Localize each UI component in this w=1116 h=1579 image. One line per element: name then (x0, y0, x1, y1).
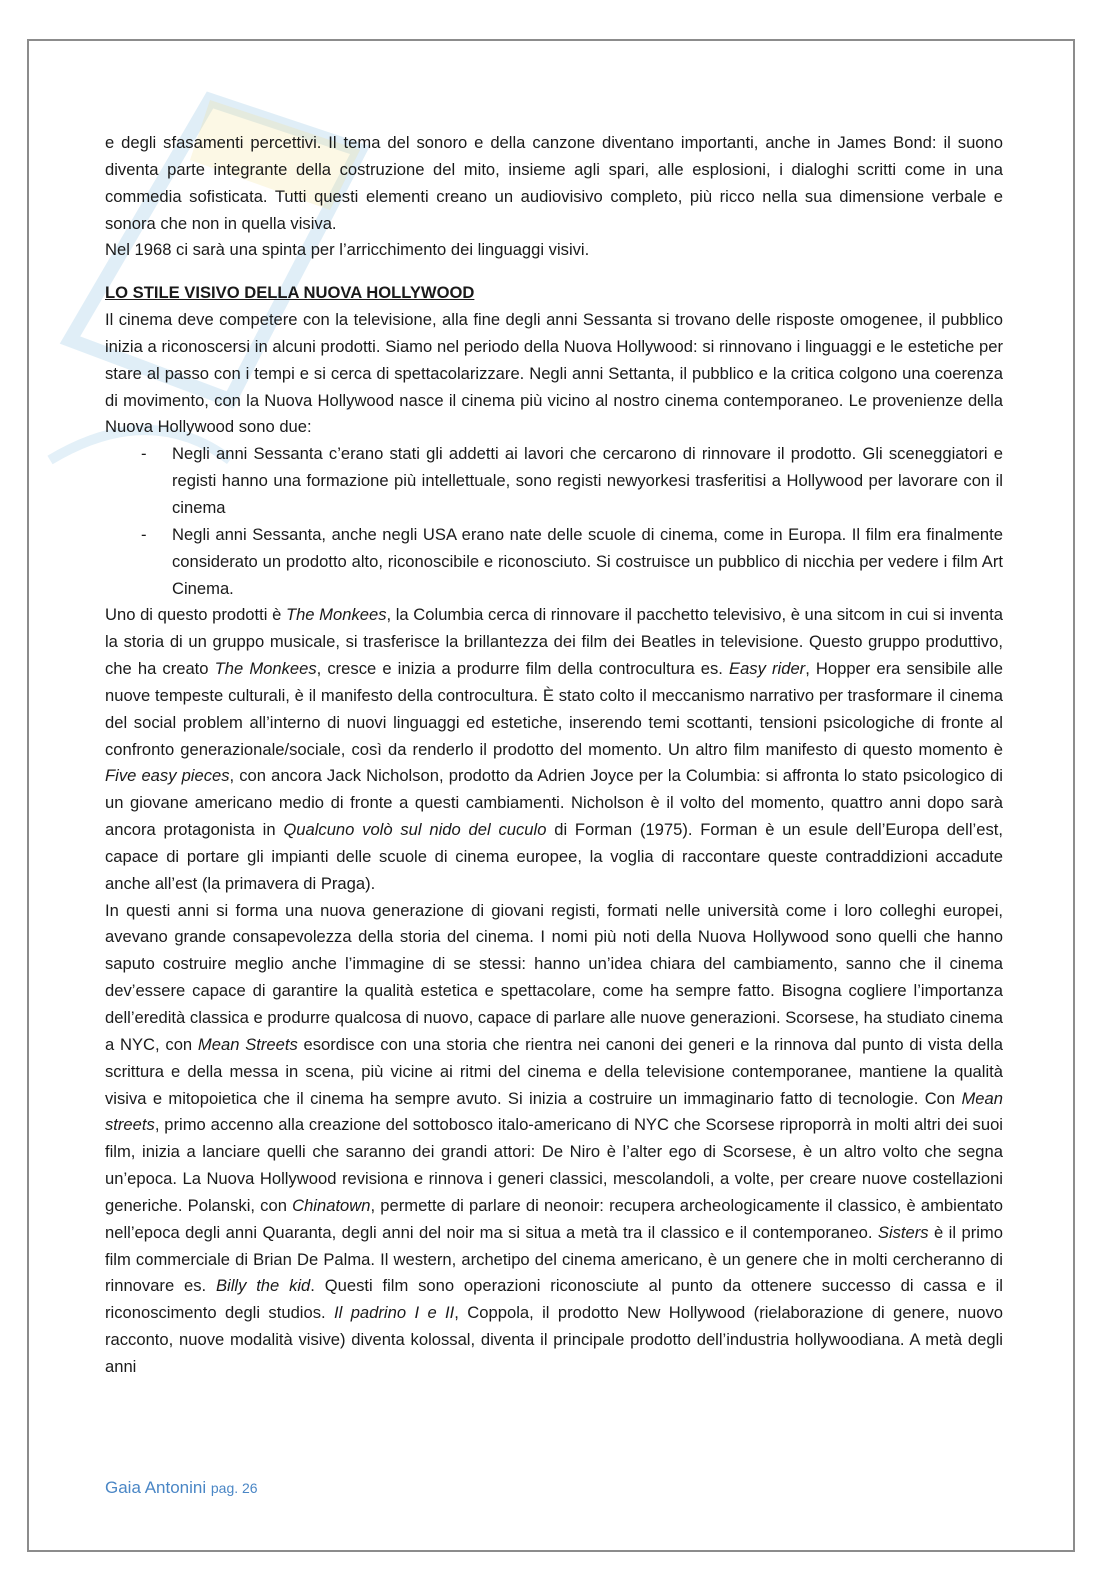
provenienze-list (105, 441, 1003, 602)
paragraph-nuova-hollywood: Il cinema deve competere con la televisione, alla fine degli anni Sessanta si trovano delle risposte omogenee, il pubblico inizia a riconoscersi in alcuni prodotti. Siamo nel periodo della Nuova Hollywood: si rinnovano i linguaggi e le estetiche per stare al passo con i tempi e si cerca di spettacolarizzare. Negli anni Settanta, il pubblico e la critica colgono una coerenza di movimento, con la Nuova Hollywood nasce il cinema più vicino al nostro cinema contemporaneo. Le provenienze della Nuova Hollywood sono due: (105, 310, 1003, 437)
list-item: - Negli anni Sessanta c’erano stati gli addetti ai lavori che cercarono di rinnovare il prodotto. Gli sceneggiatori e registi hanno una formazione più intellettuale, sono registi newyorkesi trasferitisi a Hollywood per lavorare con il cinema (172, 441, 1003, 522)
footer-page-number: pag. 26 (210, 1480, 258, 1496)
page-footer (105, 1478, 258, 1498)
paragraph-monkees: Uno di questo prodotti è The Monkees, la Columbia cerca di rinnovare il pacchetto televisivo, è una sitcom in cui si inventa la storia di un gruppo musicale, si trasferisce la brillantezza dei film dei Beatles in televisione. Questo gruppo produttivo, che ha creato The Monkees, cresce e inizia a produrre film della controcultura es. Easy rider, Hopper era sensibile alle nuove tempeste culturali, è il manifesto della controcultura. È stato colto il meccanismo narrativo per trasformare il cinema del social problem all’interno di nuovi linguaggi ed estetiche, inserendo temi scottanti, tensioni psicologiche di fronte al confronto generazionale/sociale, così da renderlo il prodotto del momento. Un altro film manifesto di questo momento è Five easy pieces, con ancora Jack Nicholson, prodotto da Adrien Joyce per la Columbia: si affronta lo stato psicologico di un giovane americano medio di fronte a questi cambiamenti. Nicholson è il volto del momento, quattro anni dopo sarà ancora protagonista in Qualcuno volò sul nido del cuculo di Forman (1975). Forman è un esule dell’Europa dell’est, capace di portare gli impianti delle scuole di cinema europee, la voglia di raccontare queste contraddizioni accadute anche all’est (la primavera di Praga). (105, 605, 1003, 893)
section-heading: LO STILE VISIVO DELLA NUOVA HOLLYWOOD (105, 283, 475, 303)
paragraph-intro: e degli sfasamenti percettivi. Il tema del sonoro e della canzone diventano importanti, anche in James Bond: il suono diventa parte integrante della costruzione del mito, insieme agli spari, alle esplosioni, i dialoghi scritti come in una commedia sofisticata. Tutti questi elementi creano un audiovisivo completo, più ricco nella sua dimensione verbale e sonora che non in quella visiva. (105, 133, 1003, 233)
paragraph-nuova-generazione: In questi anni si forma una nuova generazione di giovani registi, formati nelle università come i loro colleghi europei, avevano grande consapevolezza della storia del cinema. I nomi più noti della Nuova Hollywood sono quelli che hanno saputo costruire meglio anche l’immagine di se stessi: hanno un’idea chiara del cambiamento, sanno che il cinema dev’essere capace di garantire la qualità estetica e spettacolare, come ha sempre fatto. Bisogna cogliere l’importanza dell’eredità classica e produrre qualcosa di nuovo, capace di parlare alle nuove generazioni. Scorsese, ha studiato cinema a NYC, con Mean Streets esordisce con una storia che rientra nei canoni dei generi e la rinnova dal punto di vista della scrittura e della messa in scena, più vicine ai ritmi del cinema e della televisione contemporanee, mantiene la qualità visiva e mitopoietica che il cinema ha sempre avuto. Si inizia a costruire un immaginario fatto di tecnologie. Con Mean streets, primo accenno alla creazione del sottobosco italo-americano di NYC che Scorsese riproporrà in molti altri dei suoi film, inizia a lanciare quelli che saranno dei grandi attori: De Niro è l’alter ego di Scorsese, è un altro volto che segna un’epoca. La Nuova Hollywood revisiona e rinnova i generi classici, mescolandoli, a volte, per creare nuove costellazioni generiche. Polanski, con Chinatown, permette di parlare di neonoir: recupera archeologicamente il classico, è ambientato nell’epoca degli anni Quaranta, degli anni del noir ma si situa a metà tra il classico e il contemporaneo. Sisters è il primo film commerciale di Brian De Palma. Il western, archetipo del cinema americano, è un genere che in molti cercheranno di rinnovare es. Billy the kid. Questi film sono operazioni riconosciute al punto da ottenere successo di cassa e il riconoscimento degli studios. Il padrino I e II, Coppola, il prodotto New Hollywood (rielaborazione di genere, nuovo racconto, nuove modalità visive) diventa kolossal, diventa il principale prodotto dell’industria hollywoodiana. A metà degli anni (105, 900, 1004, 1376)
document-body (105, 130, 1003, 1381)
list-item: - Negli anni Sessanta, anche negli USA erano nate delle scuole di cinema, come in Europa. Il film era finalmente considerato un prodotto alto, riconoscibile e riconosciuto. Si costruisce un pubblico di nicchia per vedere i film Art Cinema. (172, 522, 1003, 603)
footer-author: Gaia Antonini (105, 1478, 207, 1497)
paragraph-1968: Nel 1968 ci sarà una spinta per l’arricchimento dei linguaggi visivi. (105, 240, 590, 260)
